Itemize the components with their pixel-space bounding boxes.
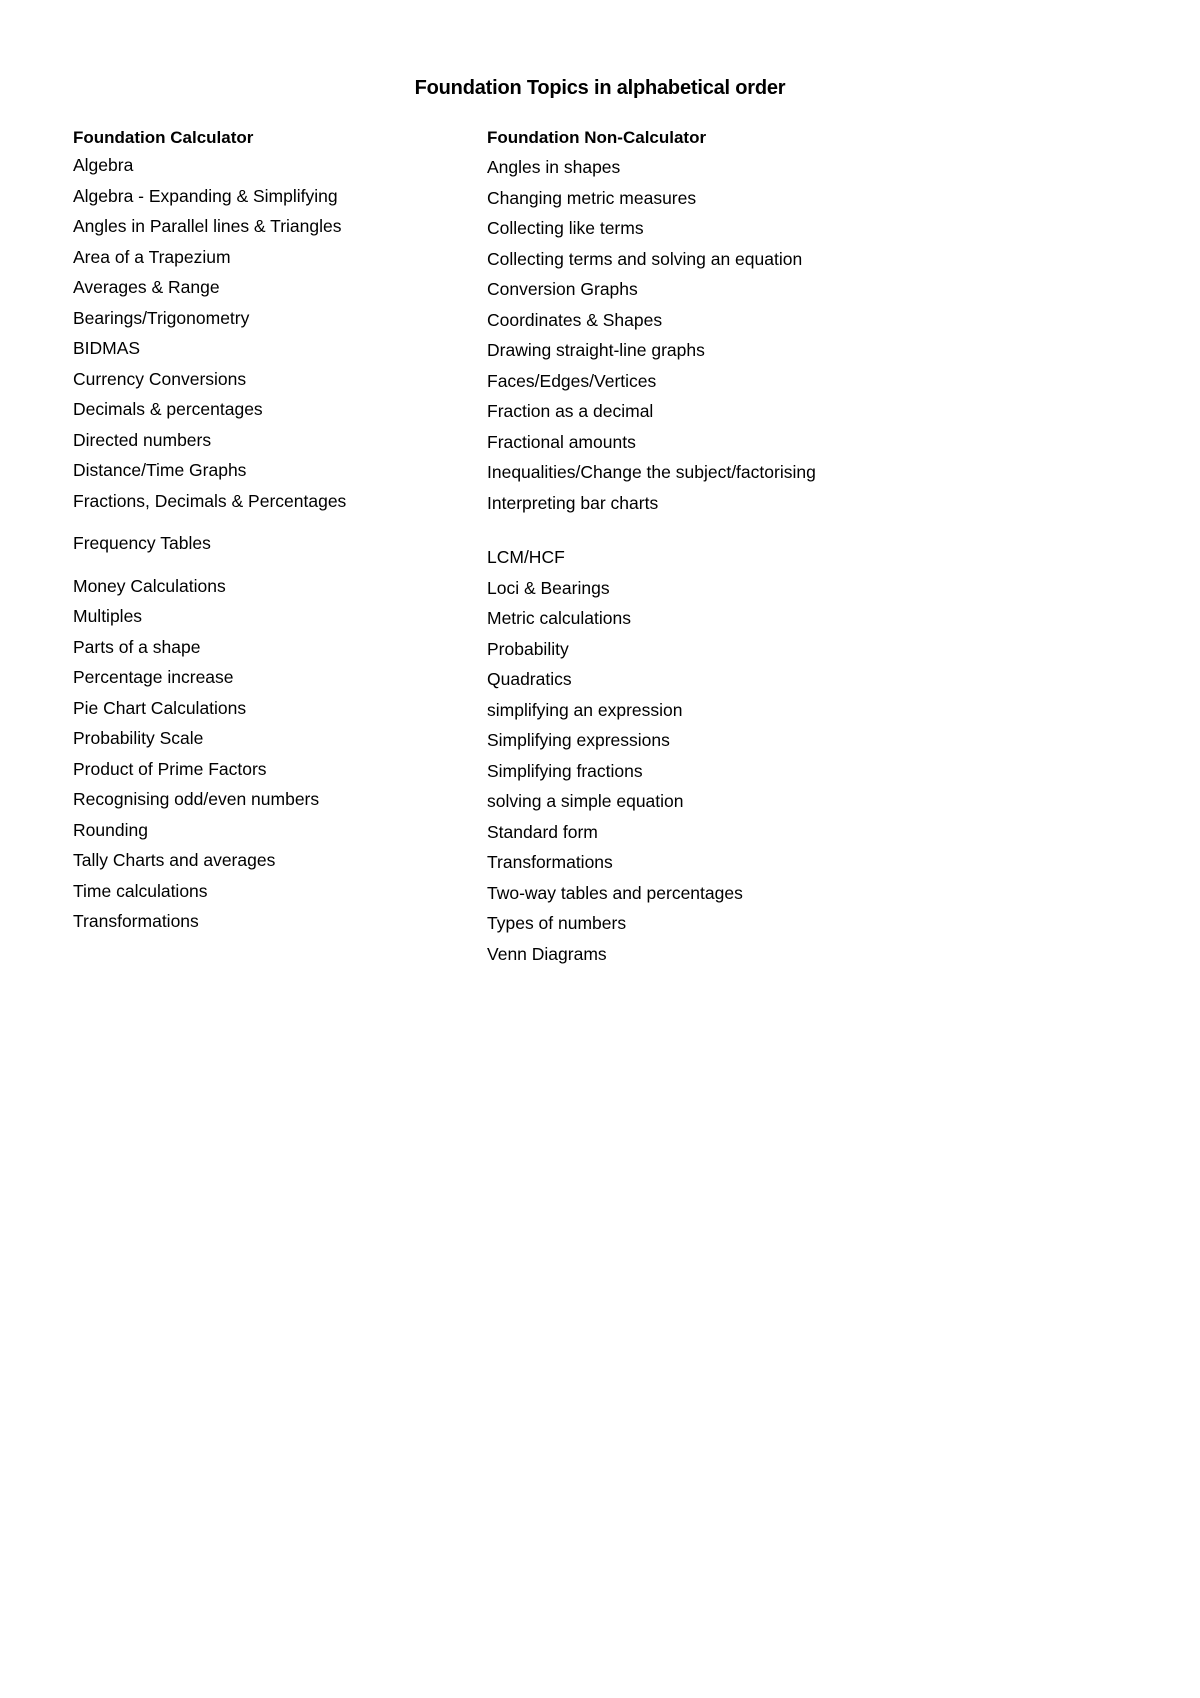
- list-item: Venn Diagrams: [487, 943, 607, 964]
- list-item: Recognising odd/even numbers: [73, 789, 320, 809]
- non-calculator-heading: Foundation Non-Calculator: [487, 128, 707, 147]
- list-item: Two-way tables and percentages: [487, 882, 743, 903]
- calculator-column: [73, 126, 473, 937]
- list-item: Currency Conversions: [73, 368, 247, 389]
- list-item: Angles in Parallel lines & Triangles: [73, 216, 342, 236]
- list-item: Parts of a shape: [73, 636, 201, 657]
- list-item: Directed numbers: [73, 429, 212, 450]
- list-item: Collecting terms and solving an equation: [487, 248, 803, 269]
- list-item: Probability Scale: [73, 728, 204, 748]
- list-item: Money Calculations: [73, 575, 226, 596]
- list-item: Changing metric measures: [487, 187, 697, 208]
- list-item: Simplifying expressions: [487, 730, 670, 750]
- list-item: LCM/HCF: [487, 547, 565, 567]
- list-item: Coordinates & Shapes: [487, 309, 663, 330]
- list-item: Standard form: [487, 821, 598, 842]
- page-title: Foundation Topics in alphabetical order: [414, 77, 786, 99]
- list-item: Inequalities/Change the subject/factorising: [487, 462, 816, 482]
- list-item: simplifying an expression: [487, 699, 683, 720]
- calculator-heading: Foundation Calculator: [73, 128, 254, 147]
- list-item: Rounding: [73, 819, 148, 840]
- list-item: Fractions, Decimals & Percentages: [73, 490, 347, 511]
- list-item: Probability: [487, 638, 569, 659]
- non-calculator-column: [487, 126, 987, 969]
- list-item: Product of Prime Factors: [73, 758, 267, 779]
- list-item: Time calculations: [73, 880, 208, 901]
- list-item: Faces/Edges/Vertices: [487, 370, 657, 391]
- list-item: Area of a Trapezium: [73, 246, 231, 267]
- list-item: Loci & Bearings: [487, 577, 610, 598]
- list-item: Simplifying fractions: [487, 760, 643, 781]
- list-item: Transformations: [73, 911, 199, 931]
- list-item: Decimals & percentages: [73, 399, 263, 419]
- list-item: solving a simple equation: [487, 791, 684, 811]
- list-item: Fractional amounts: [487, 431, 636, 452]
- list-item: Tally Charts and averages: [73, 850, 276, 870]
- list-item: Distance/Time Graphs: [73, 460, 247, 480]
- list-item: Types of numbers: [487, 913, 627, 933]
- list-item: Fraction as a decimal: [487, 401, 654, 421]
- list-item: Multiples: [73, 606, 143, 626]
- list-item: Drawing straight-line graphs: [487, 340, 705, 360]
- list-item: Algebra: [73, 155, 134, 175]
- list-item: BIDMAS: [73, 338, 141, 358]
- list-item: Averages & Range: [73, 277, 220, 297]
- list-item: Collecting like terms: [487, 218, 644, 238]
- list-item: Algebra - Expanding & Simplifying: [73, 185, 338, 206]
- list-item: Bearings/Trigonometry: [73, 307, 250, 328]
- list-item: Interpreting bar charts: [487, 492, 659, 513]
- list-item: Pie Chart Calculations: [73, 697, 247, 718]
- list-item: Quadratics: [487, 669, 572, 689]
- list-item: Percentage increase: [73, 667, 234, 687]
- list-item: Metric calculations: [487, 608, 631, 628]
- list-item: Conversion Graphs: [487, 279, 638, 299]
- list-item: Transformations: [487, 852, 613, 872]
- list-item: Angles in shapes: [487, 157, 621, 177]
- list-item: Frequency Tables: [73, 533, 211, 553]
